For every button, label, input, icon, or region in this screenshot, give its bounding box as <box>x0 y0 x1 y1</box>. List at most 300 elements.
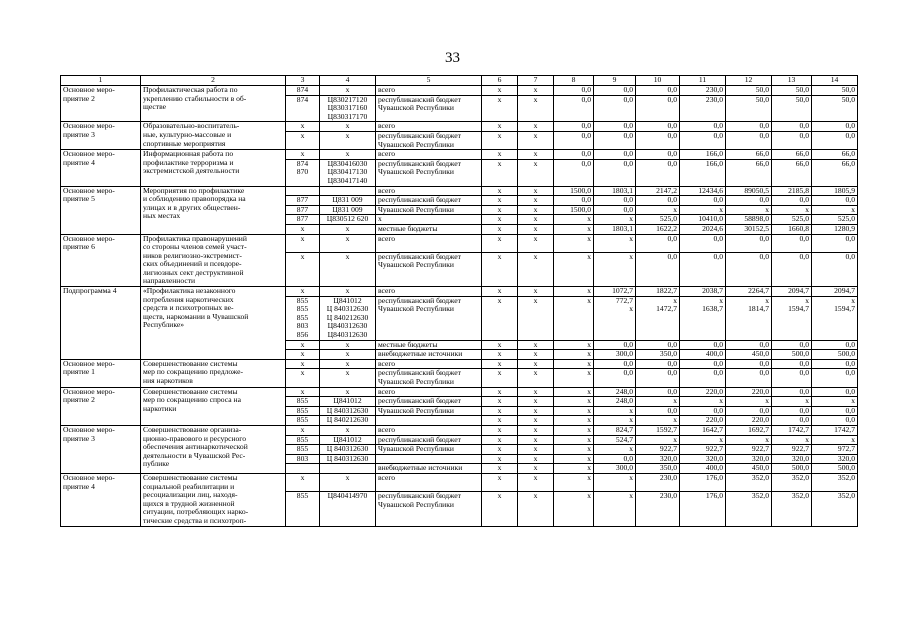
table-cell: х <box>554 252 594 286</box>
row-description: Профилактика правонарушений со стороны членов семей участ- ников религиозно-экстремист- ских объединений и псевдоре- лигиозных сект деструктивной направленности <box>141 234 286 287</box>
table-cell: х <box>482 159 518 186</box>
table-cell: Ц841012 Ц 840312630 Ц 840212630 Ц840312630 Ц840312630 <box>320 296 376 340</box>
table-cell: 922,7 <box>726 445 772 455</box>
column-header: 7 <box>518 76 554 86</box>
table-cell: 0,0 <box>812 196 858 206</box>
table-cell: 0,0 <box>772 359 812 369</box>
table-cell: местные бюджеты <box>376 224 482 234</box>
table-cell: х <box>320 234 376 252</box>
table-cell: 0,0 <box>812 122 858 132</box>
table-cell: 922,7 <box>680 445 726 455</box>
table-cell: 0,0 <box>636 387 680 397</box>
table-cell: 0,0 <box>680 234 726 252</box>
table-cell <box>320 464 376 474</box>
table-cell: х <box>554 416 594 426</box>
table-cell: х <box>726 397 772 407</box>
column-header: 1 <box>61 76 141 86</box>
table-cell: х <box>482 196 518 206</box>
table-cell: 400,0 <box>680 350 726 360</box>
table-cell: х <box>518 86 554 96</box>
table-cell <box>286 464 320 474</box>
table-cell: 0,0 <box>812 234 858 252</box>
table-cell: 0,0 <box>680 369 726 387</box>
table-cell: 0,0 <box>636 340 680 350</box>
table-cell: х <box>554 435 594 445</box>
table-cell: х <box>594 492 636 526</box>
table-cell: 855 <box>286 445 320 455</box>
table-cell: 500,0 <box>772 350 812 360</box>
table-cell: 0,0 <box>636 131 680 149</box>
table-cell: Ц830512 620 <box>320 215 376 225</box>
table-cell: 320,0 <box>772 454 812 464</box>
table-cell: 0,0 <box>636 234 680 252</box>
table-cell: 352,0 <box>726 492 772 526</box>
table-cell: 58898,0 <box>726 215 772 225</box>
table-cell: х <box>554 224 594 234</box>
table-cell: х <box>518 95 554 122</box>
table-cell: х <box>812 435 858 445</box>
table-cell: 166,0 <box>680 150 726 160</box>
table-cell: 0,0 <box>594 159 636 186</box>
table-cell: 1642,7 <box>680 425 726 435</box>
table-cell: 0,0 <box>554 150 594 160</box>
table-cell: 1660,8 <box>772 224 812 234</box>
column-header: 6 <box>482 76 518 86</box>
table-cell <box>320 186 376 196</box>
table-cell: 66,0 <box>726 150 772 160</box>
table-cell: 855 <box>286 397 320 407</box>
table-cell: х <box>320 350 376 360</box>
table-cell: всего <box>376 359 482 369</box>
table-row <box>61 425 858 435</box>
table-cell: 922,7 <box>772 445 812 455</box>
table-cell: х 1594,7 <box>812 296 858 340</box>
table-cell: 500,0 <box>812 464 858 474</box>
table-cell: республиканский бюджет Чувашской Республики <box>376 252 482 286</box>
table-cell: х <box>636 205 680 215</box>
table-cell: х <box>482 416 518 426</box>
table-cell: х <box>518 454 554 464</box>
row-description: Профилактическая работа по укреплению стабильности в об- ществе <box>141 86 286 122</box>
table-cell: х <box>482 473 518 491</box>
table-cell: 0,0 <box>812 387 858 397</box>
table-cell: 0,0 <box>772 122 812 132</box>
table-cell: 0,0 <box>594 340 636 350</box>
column-header: 14 <box>812 76 858 86</box>
table-cell: республиканский бюджет Чувашской Республики <box>376 131 482 149</box>
table-cell: республиканский бюджет <box>376 435 482 445</box>
table-cell: 0,0 <box>812 340 858 350</box>
row-label: Основное меро- приятие 2 <box>61 387 141 425</box>
table-cell: Ц831 009 <box>320 205 376 215</box>
table-cell: республиканский бюджет <box>376 196 482 206</box>
table-cell: Ц 840312630 <box>320 406 376 416</box>
table-cell: х <box>518 296 554 340</box>
column-header: 5 <box>376 76 482 86</box>
table-cell: 12434,6 <box>680 186 726 196</box>
table-cell: 855 <box>286 435 320 445</box>
table-cell: х <box>680 397 726 407</box>
table-cell: х <box>320 122 376 132</box>
table-cell: 0,0 <box>636 95 680 122</box>
table-cell: х <box>812 205 858 215</box>
table-cell: х <box>518 340 554 350</box>
table-cell: 874 870 <box>286 159 320 186</box>
table-cell: всего <box>376 287 482 297</box>
table-cell: х <box>286 150 320 160</box>
table-cell: республиканский бюджет Чувашской Республики <box>376 296 482 340</box>
table-cell: Ц 840212630 <box>320 416 376 426</box>
table-cell: Ц 840312630 <box>320 445 376 455</box>
table-cell: 874 <box>286 95 320 122</box>
table-row <box>61 86 858 96</box>
page-number: 33 <box>445 50 460 66</box>
table-cell: Ц840414970 <box>320 492 376 526</box>
table-cell: 0,0 <box>772 416 812 426</box>
table-cell: 0,0 <box>772 340 812 350</box>
table-cell: 0,0 <box>772 252 812 286</box>
table-cell: 0,0 <box>594 131 636 149</box>
table-cell: х <box>482 406 518 416</box>
table-cell <box>286 186 320 196</box>
table-cell: х <box>518 416 554 426</box>
table-cell: х <box>518 131 554 149</box>
column-header: 10 <box>636 76 680 86</box>
table-row <box>61 186 858 196</box>
table-cell: 0,0 <box>772 369 812 387</box>
table-cell: 350,0 <box>636 464 680 474</box>
table-cell: х <box>726 205 772 215</box>
table-cell: х <box>482 454 518 464</box>
table-cell: х 1814,7 <box>726 296 772 340</box>
table-cell: х <box>320 387 376 397</box>
table-cell: 0,0 <box>594 95 636 122</box>
table-cell: х <box>554 425 594 435</box>
table-cell: х <box>518 287 554 297</box>
table-cell: х <box>320 359 376 369</box>
table-cell: х <box>554 473 594 491</box>
column-header: 8 <box>554 76 594 86</box>
table-cell: 300,0 <box>594 464 636 474</box>
table-cell: х <box>482 445 518 455</box>
table-cell: 0,0 <box>680 131 726 149</box>
table-cell: х <box>518 473 554 491</box>
table-cell: х <box>320 131 376 149</box>
table-cell: 0,0 <box>594 369 636 387</box>
table-cell: х <box>482 397 518 407</box>
table-cell: Ц830217120 Ц830317160 Ц830317170 <box>320 95 376 122</box>
table-cell: 10410,0 <box>680 215 726 225</box>
table-row <box>61 150 858 160</box>
table-cell: х <box>518 150 554 160</box>
table-cell: х <box>286 350 320 360</box>
table-cell: х <box>482 234 518 252</box>
table-cell: 230,0 <box>636 473 680 491</box>
table-cell: 0,0 <box>726 122 772 132</box>
table-cell: 166,0 <box>680 159 726 186</box>
column-header: 11 <box>680 76 726 86</box>
table-cell: х <box>554 359 594 369</box>
table-cell: х <box>680 205 726 215</box>
table-cell: 525,0 <box>812 215 858 225</box>
table-cell: 0,0 <box>594 359 636 369</box>
table-cell: 0,0 <box>772 387 812 397</box>
table-cell: 1692,7 <box>726 425 772 435</box>
table-cell: х <box>482 205 518 215</box>
table-cell: внебюджетные источники <box>376 464 482 474</box>
table-cell: х <box>482 425 518 435</box>
table-cell: 0,0 <box>636 369 680 387</box>
table-cell: х 1594,7 <box>772 296 812 340</box>
table-cell: 1500,0 <box>554 205 594 215</box>
table-cell: 1805,9 <box>812 186 858 196</box>
table-cell: 0,0 <box>726 369 772 387</box>
table-cell: х <box>320 86 376 96</box>
table-cell: х <box>772 205 812 215</box>
table-cell: 922,7 <box>636 445 680 455</box>
table-cell: х <box>482 435 518 445</box>
table-cell: Чувашской Республики <box>376 205 482 215</box>
table-cell: х <box>518 406 554 416</box>
table-cell: х <box>554 492 594 526</box>
table-cell: 352,0 <box>726 473 772 491</box>
table-cell: 0,0 <box>554 122 594 132</box>
table-cell: х <box>518 159 554 186</box>
table-cell: х <box>286 287 320 297</box>
table-cell: 877 <box>286 215 320 225</box>
table-cell: х <box>482 122 518 132</box>
table-cell: х <box>554 454 594 464</box>
table-cell: 0,0 <box>772 406 812 416</box>
table-cell: х <box>482 350 518 360</box>
table-cell: х <box>518 387 554 397</box>
table-cell: 66,0 <box>772 150 812 160</box>
table-cell: 352,0 <box>812 473 858 491</box>
table-cell: всего <box>376 425 482 435</box>
table-cell: х <box>376 215 482 225</box>
table-cell: 0,0 <box>680 252 726 286</box>
table-cell: 248,0 <box>594 397 636 407</box>
table-cell: республиканский бюджет Чувашской Республики <box>376 95 482 122</box>
table-cell: 0,0 <box>554 86 594 96</box>
table-cell: 1822,7 <box>636 287 680 297</box>
table-cell: 500,0 <box>772 464 812 474</box>
table-cell: х <box>636 397 680 407</box>
table-cell: х <box>320 369 376 387</box>
table-cell: всего <box>376 186 482 196</box>
table-cell: 50,0 <box>772 86 812 96</box>
table-cell: х <box>812 397 858 407</box>
table-cell: 525,0 <box>772 215 812 225</box>
table-cell: х <box>554 296 594 340</box>
table-cell: 500,0 <box>812 350 858 360</box>
table-cell: Ц841012 <box>320 397 376 407</box>
row-label: Основное меро- приятие 1 <box>61 359 141 387</box>
column-header: 12 <box>726 76 772 86</box>
table-cell: 450,0 <box>726 350 772 360</box>
table-cell: 320,0 <box>812 454 858 464</box>
row-label: Основное меро- приятие 6 <box>61 234 141 287</box>
table-cell: 320,0 <box>726 454 772 464</box>
table-cell: х <box>286 473 320 491</box>
table-cell: х <box>554 445 594 455</box>
table-cell: х <box>320 287 376 297</box>
table-cell: 320,0 <box>636 454 680 464</box>
table-cell: 0,0 <box>636 359 680 369</box>
table-cell: х <box>554 234 594 252</box>
table-cell: 1500,0 <box>554 186 594 196</box>
row-label: Основное меро- приятие 3 <box>61 425 141 473</box>
table-cell: 0,0 <box>680 122 726 132</box>
table-cell: х <box>554 406 594 416</box>
table-cell: 0,0 <box>680 406 726 416</box>
table-cell: 0,0 <box>680 340 726 350</box>
table-cell: 230,0 <box>636 492 680 526</box>
table-cell: 66,0 <box>726 159 772 186</box>
table-cell: 0,0 <box>554 131 594 149</box>
table-cell: 0,0 <box>812 416 858 426</box>
table-cell: х <box>518 122 554 132</box>
table-cell: 230,0 <box>680 86 726 96</box>
table-cell: Ц841012 <box>320 435 376 445</box>
column-header: 4 <box>320 76 376 86</box>
table-cell: всего <box>376 387 482 397</box>
column-header: 13 <box>772 76 812 86</box>
table-cell: 50,0 <box>726 86 772 96</box>
table-cell: 0,0 <box>636 406 680 416</box>
table-cell: х <box>594 416 636 426</box>
table-cell: х <box>518 215 554 225</box>
table-cell: 0,0 <box>594 454 636 464</box>
table-cell: 0,0 <box>636 86 680 96</box>
table-cell: х <box>320 340 376 350</box>
table-cell: 220,0 <box>726 416 772 426</box>
table-cell: 0,0 <box>554 159 594 186</box>
table-cell: х <box>554 287 594 297</box>
table-cell: х <box>680 435 726 445</box>
row-description: Образовательно-воспитатель- ные, культурно-массовые и спортивные мероприятия <box>141 122 286 150</box>
table-cell: х <box>482 369 518 387</box>
table-cell: 0,0 <box>772 196 812 206</box>
row-label: Основное меро- приятие 2 <box>61 86 141 122</box>
table-cell: 352,0 <box>772 492 812 526</box>
column-header: 9 <box>594 76 636 86</box>
table-cell: 0,0 <box>726 234 772 252</box>
table-cell: х <box>554 397 594 407</box>
table-cell: х <box>772 397 812 407</box>
table-cell: х <box>518 425 554 435</box>
table-cell: х <box>594 445 636 455</box>
table-cell: 874 <box>286 86 320 96</box>
table-cell: х <box>320 425 376 435</box>
table-cell: 450,0 <box>726 464 772 474</box>
table-cell: х <box>518 359 554 369</box>
table-cell: 2147,2 <box>636 186 680 196</box>
table-cell: 0,0 <box>812 131 858 149</box>
table-cell: республиканский бюджет Чувашской Республики <box>376 492 482 526</box>
table-cell: х <box>286 122 320 132</box>
table-cell: 50,0 <box>726 95 772 122</box>
column-header: 3 <box>286 76 320 86</box>
table-cell: 0,0 <box>680 359 726 369</box>
table-cell: х <box>554 369 594 387</box>
table-row <box>61 359 858 369</box>
table-cell: х <box>286 234 320 252</box>
table-cell: 2185,8 <box>772 186 812 196</box>
table-cell: 1072,7 <box>594 287 636 297</box>
table-cell: х <box>518 205 554 215</box>
row-description: Совершенствование системы мер по сокращению спроса на наркотики <box>141 387 286 425</box>
table-row <box>61 234 858 252</box>
table-cell: всего <box>376 86 482 96</box>
table-cell: 350,0 <box>636 350 680 360</box>
table-cell: 0,0 <box>680 196 726 206</box>
table-cell: 1742,7 <box>812 425 858 435</box>
table-cell: х <box>482 287 518 297</box>
table-cell: х <box>482 224 518 234</box>
table-cell: х <box>594 252 636 286</box>
table-cell: 0,0 <box>726 406 772 416</box>
table-cell: 803 <box>286 454 320 464</box>
row-label: Основное меро- приятие 4 <box>61 150 141 186</box>
table-cell: х <box>286 224 320 234</box>
row-label: Основное меро- приятие 4 <box>61 473 141 526</box>
table-cell: 2264,7 <box>726 287 772 297</box>
table-cell: х <box>286 131 320 149</box>
table-cell: 0,0 <box>636 159 680 186</box>
table-cell: 300,0 <box>594 350 636 360</box>
table-cell: х <box>482 296 518 340</box>
table-cell: х <box>482 131 518 149</box>
table-body <box>61 86 858 527</box>
table-cell: 0,0 <box>726 340 772 350</box>
row-description: Совершенствование системы мер по сокращению предложе- ния наркотиков <box>141 359 286 387</box>
table-cell: 0,0 <box>772 131 812 149</box>
table-cell: х <box>594 406 636 416</box>
table-cell: 352,0 <box>772 473 812 491</box>
table-cell: 1280,9 <box>812 224 858 234</box>
table-cell: 0,0 <box>812 406 858 416</box>
table-cell: х <box>518 435 554 445</box>
table-cell: 0,0 <box>636 150 680 160</box>
table-cell: 220,0 <box>680 387 726 397</box>
table-cell: 877 <box>286 205 320 215</box>
table-cell: х <box>518 464 554 474</box>
table-cell: х <box>772 435 812 445</box>
table-cell: местные бюджеты <box>376 340 482 350</box>
table-cell: 0,0 <box>594 205 636 215</box>
table-cell: внебюджетные источники <box>376 350 482 360</box>
table-cell: 1592,7 <box>636 425 680 435</box>
table-cell: х <box>482 492 518 526</box>
table-cell: 66,0 <box>812 150 858 160</box>
table-cell: 0,0 <box>554 95 594 122</box>
table-cell: х <box>594 234 636 252</box>
table-cell: 1742,7 <box>772 425 812 435</box>
table-cell: всего <box>376 150 482 160</box>
table-cell: х <box>482 359 518 369</box>
table-cell: х <box>320 150 376 160</box>
table-cell: х <box>286 252 320 286</box>
column-header: 2 <box>141 76 286 86</box>
row-description: Совершенствование системы социальной реабилитации и ресоциализации лиц, находя- щихся в трудной жизненной ситуации, потребляющих нарко- тические средства и психотроп- <box>141 473 286 526</box>
table-row <box>61 122 858 132</box>
table-cell: 2024,6 <box>680 224 726 234</box>
table-cell: 855 <box>286 492 320 526</box>
table-cell: Ц830416030 Ц830417130 Ц830417140 <box>320 159 376 186</box>
table-cell: 525,0 <box>636 215 680 225</box>
table-cell: республиканский бюджет Чувашской Республики <box>376 159 482 186</box>
